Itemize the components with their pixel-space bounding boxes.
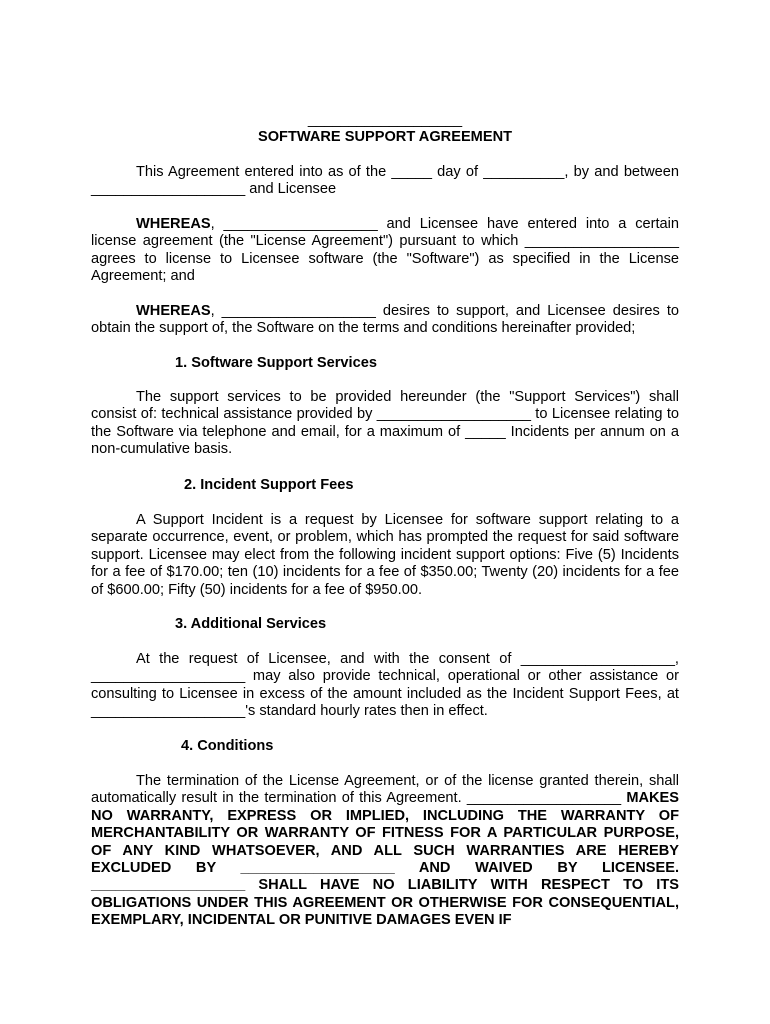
- section-1-paragraph: [91, 389, 679, 459]
- section-3-text: At the request of Licensee, and with the consent of ___________________, ___________________ may also provide technical, operational or other assistance or consulting to Licensee in excess of the amount included as the Incident Support Fees, at ___________________'s standard hourly rates then in effect.: [91, 651, 679, 720]
- intro-text: This Agreement entered into as of the _____ day of __________, by and between ___________________ and Licensee: [91, 164, 679, 198]
- section-3-heading: 3. Additional Services: [175, 616, 327, 632]
- section-4-heading: 4. Conditions: [181, 738, 274, 754]
- section-2-heading: 2. Incident Support Fees: [184, 477, 354, 493]
- section-4-paragraph: [91, 773, 679, 930]
- top-party-blank: ___________________: [307, 112, 463, 128]
- section-1-heading: 1. Software Support Services: [175, 355, 377, 371]
- whereas-label-1: WHEREAS: [136, 216, 211, 232]
- section-4-text: The termination of the License Agreement, or of the license granted therein, shall automatically result in the termination of this Agreement. ___________________: [91, 773, 679, 807]
- section-1-text: The support services to be provided hereunder (the "Support Services") shall consist of: technical assistance provided by ___________________ to Licensee relating to the Software via telephone and email, for a maximum of _____ Incidents per annum on a non-cumulative basis.: [91, 389, 679, 458]
- section-3-paragraph: [91, 651, 679, 721]
- whereas-text-1: , ___________________ and Licensee have entered into a certain license agreement (the "License Agreement") pursuant to which ___________________ agrees to license to Licensee software (the "Software") as specified in the License Agreement; and: [91, 216, 679, 285]
- whereas-text-2: , ___________________ desires to support, and Licensee desires to obtain the support of, the Software on the terms and conditions hereinafter provided;: [91, 303, 679, 337]
- whereas-paragraph-1: [91, 216, 679, 286]
- section-4-disclaimer: MAKES NO WARRANTY, EXPRESS OR IMPLIED, INCLUDING THE WARRANTY OF MERCHANTABILITY OR WARRANTY OF FITNESS FOR A PARTICULAR PURPOSE, OF ANY KIND WHATSOEVER, AND ALL SUCH WARRANTIES ARE HEREBY EXCLUDED BY ___________________ AND WAIVED BY LICENSEE. ___________________ SHALL HAVE NO LIABILITY WITH RESPECT TO ITS OBLIGATIONS UNDER THIS AGREEMENT OR OTHERWISE FOR CONSEQUENTIAL, EXEMPLARY, INCIDENTAL OR PUNITIVE DAMAGES EVEN IF: [91, 790, 680, 929]
- section-2-paragraph: [91, 512, 679, 599]
- section-2-text: A Support Incident is a request by Licensee for software support relating to a separate occurrence, event, or problem, which has prompted the request for said software support. Licensee may elect from the following incident support options: Five (5) Incidents for a fee of $170.00; ten (10) incidents for a fee of $350.00; Twenty (20) incidents for a fee of $600.00; Fifty (50) incidents for a fee of $950.00.: [91, 512, 679, 598]
- whereas-label-2: WHEREAS: [136, 303, 211, 319]
- whereas-paragraph-2: [91, 303, 679, 338]
- intro-paragraph: [91, 164, 679, 199]
- document-title: SOFTWARE SUPPORT AGREEMENT: [257, 129, 513, 145]
